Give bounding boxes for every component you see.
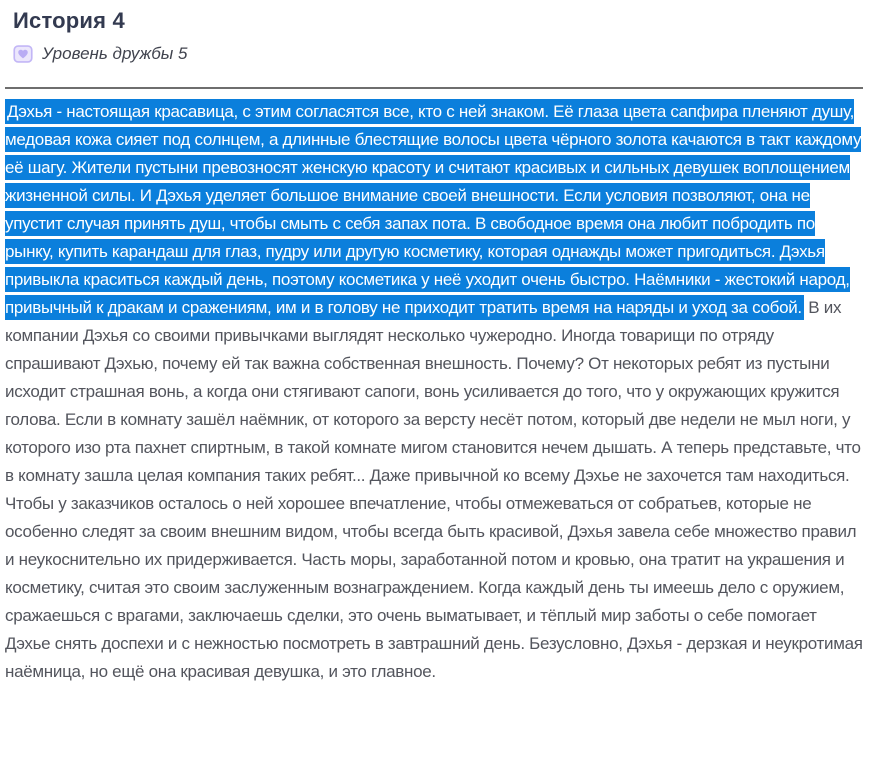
divider	[5, 87, 863, 89]
page-title: История 4	[13, 8, 125, 33]
friendship-heart-icon	[13, 44, 33, 64]
friendship-level-label: Уровень дружбы 5	[42, 44, 188, 63]
unselected-text[interactable]: В их компании Дэхья со своими привычками выглядят несколько чужеродно. Иногда товарищи по отряду спрашивают Дэхью, почему ей так важна собственная внешность. Почему? От некоторых ребят из пустыни исходит страшная вонь, а когда они стягивают сапоги, вонь усиливается до того, что у окружающих кружится голова. Если в комнату зашёл наёмник, от которого за версту несёт потом, который две недели не мыл ноги, у которого изо рта пахнет спиртным, в такой комнате мигом становится нечем дышать. А теперь представьте, что в комнату зашла целая компания таких ребят... Даже привычной ко всему Дэхье не захочется там находиться. Чтобы у заказчиков осталось о ней хорошее впечатление, чтобы отмежеваться от собратьев, которые не особенно следят за своим внешним видом, чтобы всегда быть красивой, Дэхья завела себе множество правил и неукоснительно их придерживается. Часть моры, заработанной потом и кровью, она тратит на украшения и косметику, считая это своим заслуженным вознаграждением. Когда каждый день ты имеешь дело с оружием, сражаешься с врагами, заключаешь сделки, это очень выматывает, и тёплый мир заботы о себе помогает Дэхье снять доспехи и с нежностью посмотреть в завтрашний день. Безусловно, Дэхья - дерзкая и неукротимая наёмница, но ещё она красивая девушка, и это главное.	[5, 298, 863, 681]
friendship-level	[13, 43, 863, 65]
selected-text[interactable]: Дэхья - настоящая красавица, с этим согласятся все, кто с ней знаком. Её глаза цвета сапфира пленяют душу, медовая кожа сияет под солнцем, а длинные блестящие волосы цвета чёрного золота качаются в такт каждому её шагу. Жители пустыни превозносят женскую красоту и считают красивых и сильных девушек воплощением жизненной силы. И Дэхья уделяет большое внимание своей внешности. Если условия позволяют, она не упустит случая принять душ, чтобы смыть с себя запах пота. В свободное время она любит побродить по рынку, купить карандаш для глаз, пудру или другую косметику, которая однажды может пригодиться. Дэхья привыкла краситься каждый день, поэтому косметика у неё уходит очень быстро. Наёмники - жестокий народ, привычный к дракам и сражениям, им и в голову не приходит тратить время на наряды и уход за собой.	[5, 99, 861, 320]
story-text[interactable]	[5, 98, 865, 686]
